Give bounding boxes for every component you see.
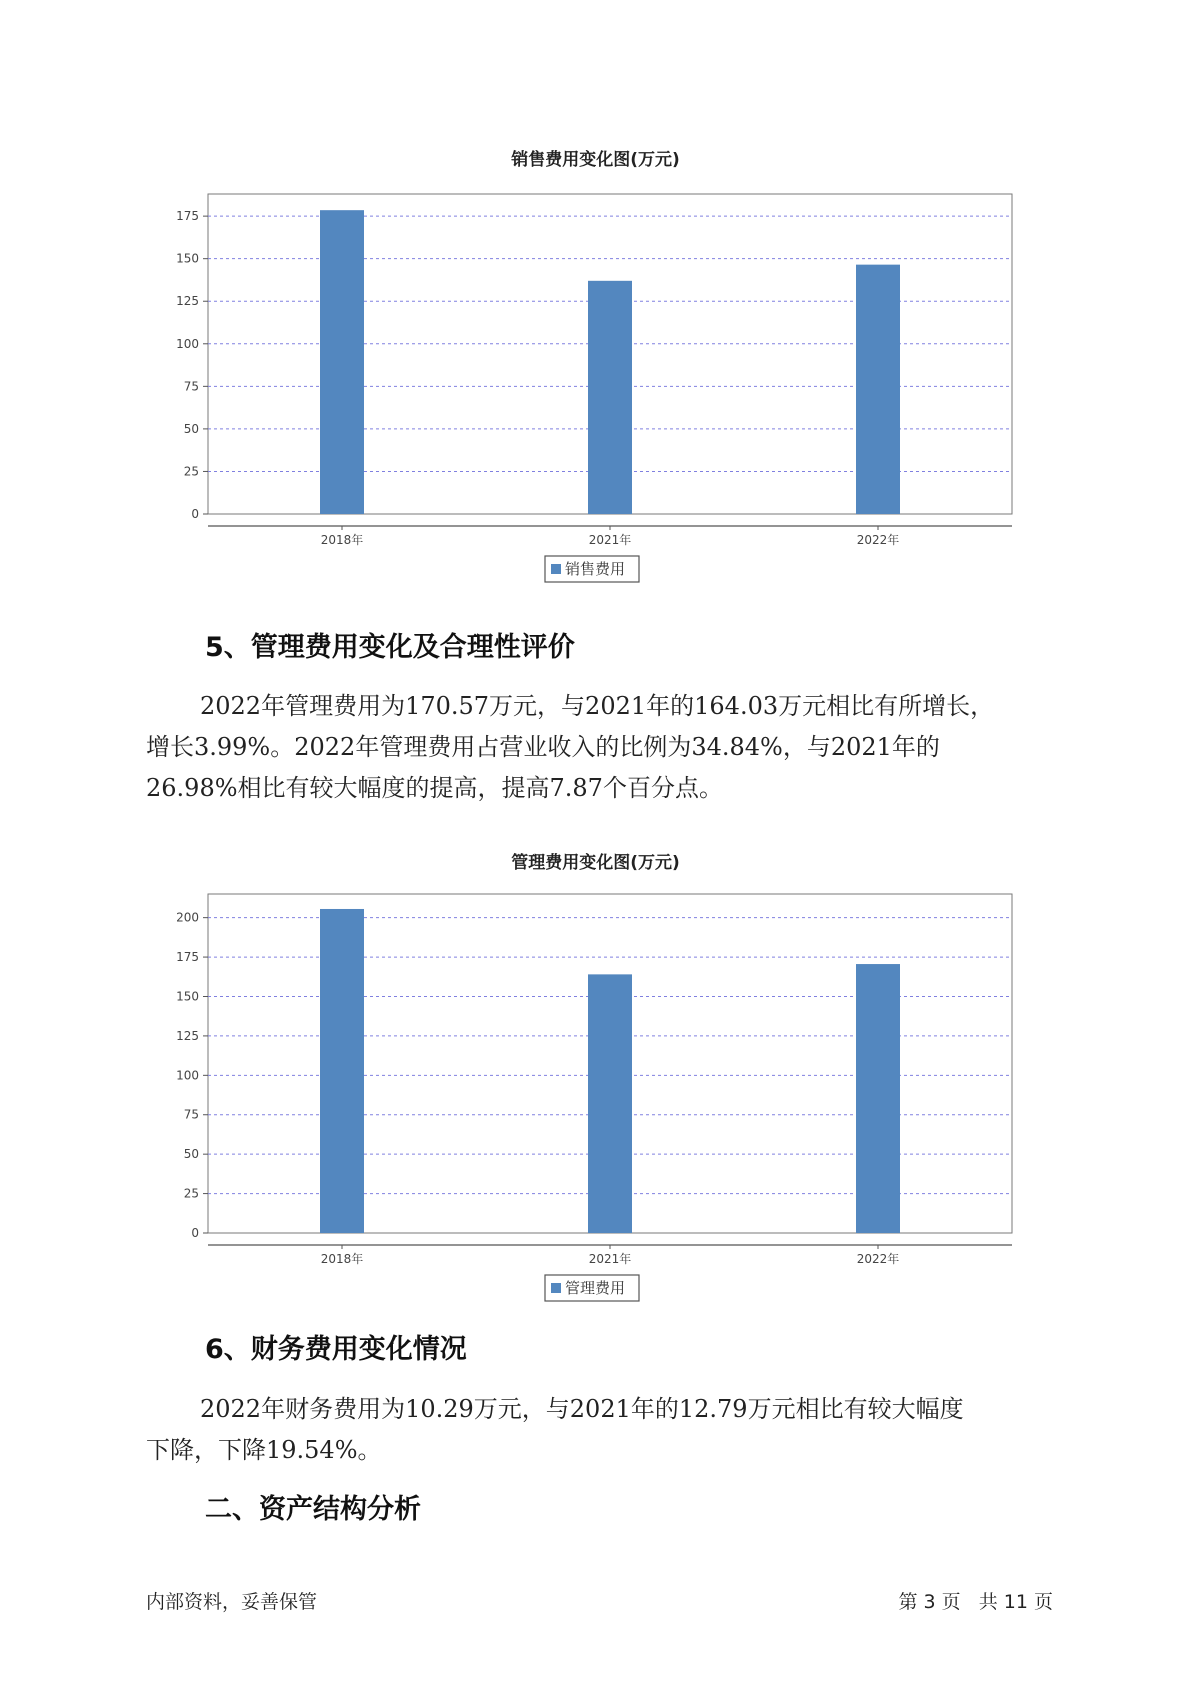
- paragraph-line: 2022年管理费用为170.57万元，与2021年的164.03万元相比有所增长，: [200, 692, 995, 720]
- y-tick-label: 50: [183, 1147, 199, 1162]
- section-heading-finance-expense: 6、财务费用变化情况: [205, 1334, 467, 1365]
- y-tick-label: 25: [183, 1186, 199, 1201]
- x-tick-label: 2018年: [320, 1252, 364, 1266]
- x-tick-label: 2021年: [588, 533, 632, 547]
- sales-expense-chart: [0, 180, 1191, 600]
- bar: [856, 964, 900, 1233]
- y-tick-label: 125: [176, 294, 199, 309]
- x-tick-label: 2022年: [856, 1252, 900, 1266]
- bar: [588, 974, 632, 1233]
- y-tick-label: 0: [191, 507, 199, 521]
- y-tick-label: 0: [191, 1226, 199, 1240]
- legend-label: 销售费用: [565, 560, 626, 578]
- section-heading-management-expense: 5、管理费用变化及合理性评价: [205, 632, 575, 663]
- x-tick-label: 2018年: [320, 533, 364, 547]
- bar: [320, 909, 364, 1233]
- y-tick-label: 125: [176, 1028, 199, 1043]
- chart-title-sales-expense: 销售费用变化图(万元): [511, 150, 680, 170]
- y-tick-label: 175: [176, 950, 199, 965]
- paragraph-line: 26.98%相比有较大幅度的提高，提高7.87个百分点。: [146, 774, 723, 802]
- bar: [588, 281, 632, 514]
- y-tick-label: 75: [183, 1107, 199, 1122]
- y-tick-label: 150: [176, 251, 199, 266]
- footer-confidential-note: 内部资料，妥善保管: [146, 1591, 318, 1613]
- paragraph-line: 下降，下降19.54%。: [146, 1436, 382, 1464]
- y-tick-label: 100: [176, 1068, 199, 1083]
- management-expense-chart: [0, 880, 1191, 1300]
- chart-title-management-expense: 管理费用变化图(万元): [511, 853, 680, 873]
- legend-swatch: [551, 1283, 561, 1293]
- bar: [856, 265, 900, 514]
- paragraph-line: 2022年财务费用为10.29万元，与2021年的12.79万元相比有较大幅度: [200, 1395, 964, 1423]
- paragraph-line: 增长3.99%。2022年管理费用占营业收入的比例为34.84%，与2021年的: [146, 733, 940, 761]
- legend-swatch: [551, 564, 561, 574]
- paragraph-finance-expense: [146, 1389, 1066, 1471]
- y-tick-label: 75: [183, 379, 199, 394]
- bar: [320, 210, 364, 514]
- footer-page-number: 第 3 页 共 11 页: [898, 1591, 1053, 1613]
- y-tick-label: 150: [176, 989, 199, 1004]
- legend-label: 管理费用: [565, 1279, 626, 1297]
- section-heading-asset-structure: 二、资产结构分析: [205, 1494, 421, 1525]
- y-tick-label: 100: [176, 336, 199, 351]
- y-tick-label: 25: [183, 464, 199, 479]
- y-tick-label: 200: [176, 910, 199, 925]
- x-tick-label: 2021年: [588, 1252, 632, 1266]
- y-tick-label: 175: [176, 209, 199, 224]
- y-tick-label: 50: [183, 421, 199, 436]
- paragraph-management-expense: [146, 686, 1066, 809]
- x-tick-label: 2022年: [856, 533, 900, 547]
